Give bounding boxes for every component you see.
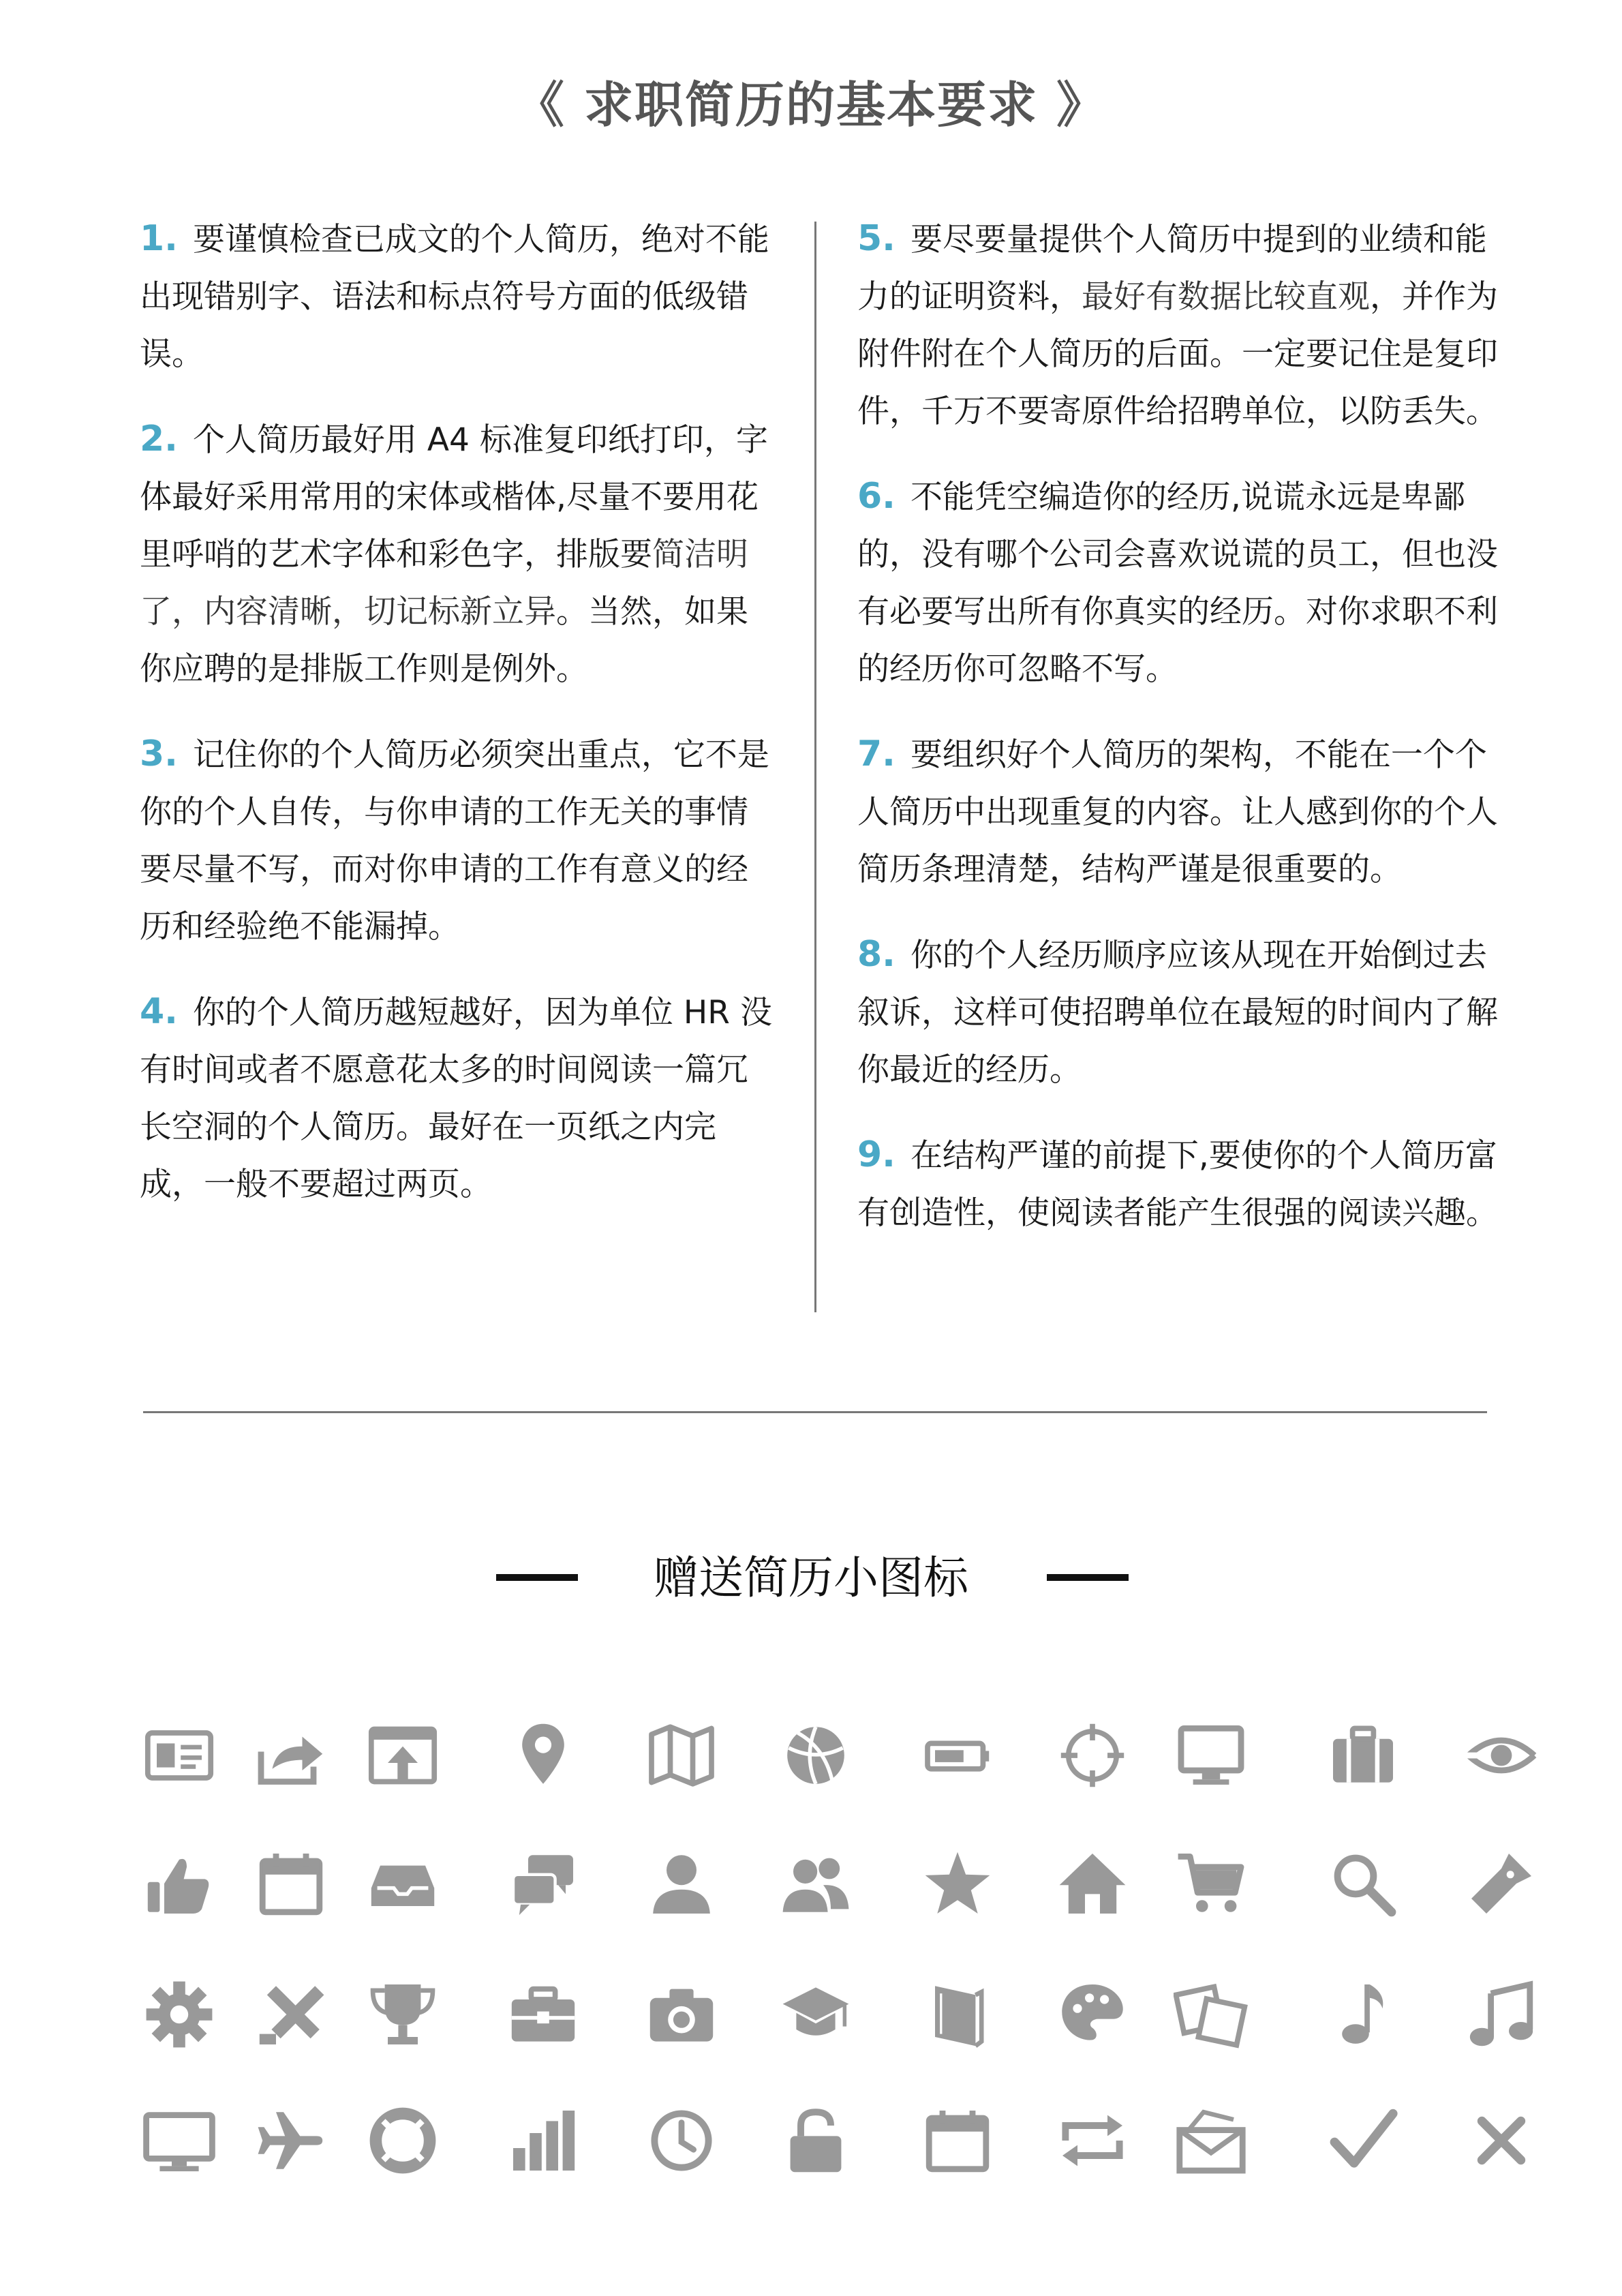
item-number: 6. (857, 476, 896, 517)
toolbox-icon (506, 1977, 581, 2052)
gear-icon (142, 1977, 217, 2052)
item-text: 在结构严谨的前提下,要使你的个人简历富有创造性，使阅读者能产生很强的阅读兴趣。 (857, 1137, 1498, 1232)
item-text: ，并作为附件附在个人简历的后面。一定要记住是复印件，千万不要寄原件给招聘单位，以防丢失。 (857, 278, 1498, 430)
close-icon (1464, 2103, 1539, 2178)
item-text: 你的个人简历越短越好，因为单位 HR 没有时间或者不愿意花太多的时间阅读一篇冗长空洞的个人简历。最好在一页纸之内完成，一般不要超过两页。 (140, 994, 772, 1203)
item-text: 个人简历最好用 A4 标准复印纸打印，字体最好采用常用的宋体或楷体,尽量不要用花里呼哨的艺术字体和彩色字，排版要 (140, 421, 768, 573)
thumbs-up-icon (142, 1846, 217, 1921)
tools-icon (254, 1977, 328, 2052)
requirement-item (857, 210, 1498, 440)
trophy-icon (365, 1977, 440, 2052)
item-text-emphasis: 简洁明了，内容清晰，切记标新立异 (140, 536, 748, 631)
cart-icon (1174, 1846, 1249, 1921)
map-icon (644, 1718, 719, 1793)
item-text: 要组织好个人简历的架构，不能在一个个人简历中出现重复的内容。让人感到你的个人简历条理清楚，结构严谨是很重要的。 (857, 736, 1498, 888)
item-number: 1. (140, 218, 178, 259)
item-text: 要谨慎检查已成文的个人简历，绝对不能出现错别字、语法和标点符号方面的低级错误。 (140, 221, 769, 373)
item-text: 。当然，如果你应聘的是排版工作则是例外。 (140, 593, 748, 688)
icon-section-header (0, 1544, 1622, 1612)
home-icon (1055, 1846, 1130, 1921)
requirement-item (140, 210, 774, 383)
location-pin-icon (506, 1718, 581, 1793)
bar-chart-icon (506, 2103, 581, 2178)
flashlight-icon (1464, 1846, 1539, 1921)
upload-window-icon (365, 1718, 440, 1793)
requirement-item (857, 926, 1498, 1099)
monitor-icon (1174, 1718, 1249, 1793)
item-number: 3. (140, 734, 178, 774)
users-icon (778, 1846, 853, 1921)
requirement-item (857, 1126, 1498, 1242)
item-text: 记住你的个人简历必须突出重点，它不是你的个人自传，与你申请的工作无关的事情要尽量不写，而对你申请的工作有意义的经历和经验绝不能漏掉。 (140, 736, 769, 946)
item-text: 不能凭空编造你的经历,说谎永远是卑鄙的，没有哪个公司会喜欢说谎的员工，但也没有必要写出所有你真实的经历。对你求职不利的经历你可忽略不写。 (857, 479, 1498, 688)
inbox-icon (365, 1846, 440, 1921)
section-divider (143, 1411, 1487, 1413)
requirement-item (857, 468, 1498, 698)
id-card-icon (142, 1718, 217, 1793)
music-notes-icon (1464, 1977, 1539, 2052)
calendar-icon (254, 1846, 328, 1921)
page-title: 《 求职简历的基本要求 》 (515, 76, 1107, 134)
item-number: 5. (857, 218, 896, 259)
requirements-left-column (140, 210, 774, 1241)
requirements-right-column (857, 210, 1498, 1269)
star-icon (920, 1846, 995, 1921)
calendar-icon (920, 2103, 995, 2178)
desktop-icon (142, 2103, 217, 2178)
column-divider (814, 222, 816, 1312)
check-icon (1326, 2103, 1401, 2178)
palette-icon (1055, 1977, 1130, 2052)
book-icon (920, 1977, 995, 2052)
item-text-emphasis: 最好有数据比较直观 (1082, 278, 1370, 316)
mail-icon (1174, 2103, 1249, 2178)
battery-icon (920, 1718, 995, 1793)
requirement-item (140, 410, 774, 698)
item-number: 7. (857, 734, 896, 774)
camera-icon (644, 1977, 719, 2052)
item-number: 4. (140, 991, 178, 1032)
briefcase-icon (1326, 1718, 1401, 1793)
crosshair-icon (1055, 1718, 1130, 1793)
section-title: 赠送简历小图标 (654, 1552, 968, 1604)
search-icon (1326, 1846, 1401, 1921)
item-number: 2. (140, 419, 178, 459)
requirement-item (140, 725, 774, 956)
decorative-dash-right (1047, 1574, 1129, 1581)
lock-icon (778, 2103, 853, 2178)
chat-icon (506, 1846, 581, 1921)
graduation-cap-icon (778, 1977, 853, 2052)
item-number: 8. (857, 934, 896, 975)
requirement-item (857, 725, 1498, 898)
repeat-icon (1055, 2103, 1130, 2178)
eye-icon (1464, 1718, 1539, 1793)
clock-icon (644, 2103, 719, 2178)
music-note-icon (1326, 1977, 1401, 2052)
airplane-icon (254, 2103, 328, 2178)
lifebuoy-icon (365, 2103, 440, 2178)
photos-icon (1174, 1977, 1249, 2052)
user-icon (644, 1846, 719, 1921)
item-text: 要尽要量提供个人简历中提到的业绩和能力的证明资料， (857, 221, 1487, 316)
basketball-icon (778, 1718, 853, 1793)
requirement-item (140, 983, 774, 1213)
item-text: 你的个人经历顺序应该从现在开始倒过去叙诉，这样可使招聘单位在最短的时间内了解你最近的经历。 (857, 937, 1498, 1089)
share-icon (254, 1718, 328, 1793)
item-number: 9. (857, 1134, 896, 1175)
